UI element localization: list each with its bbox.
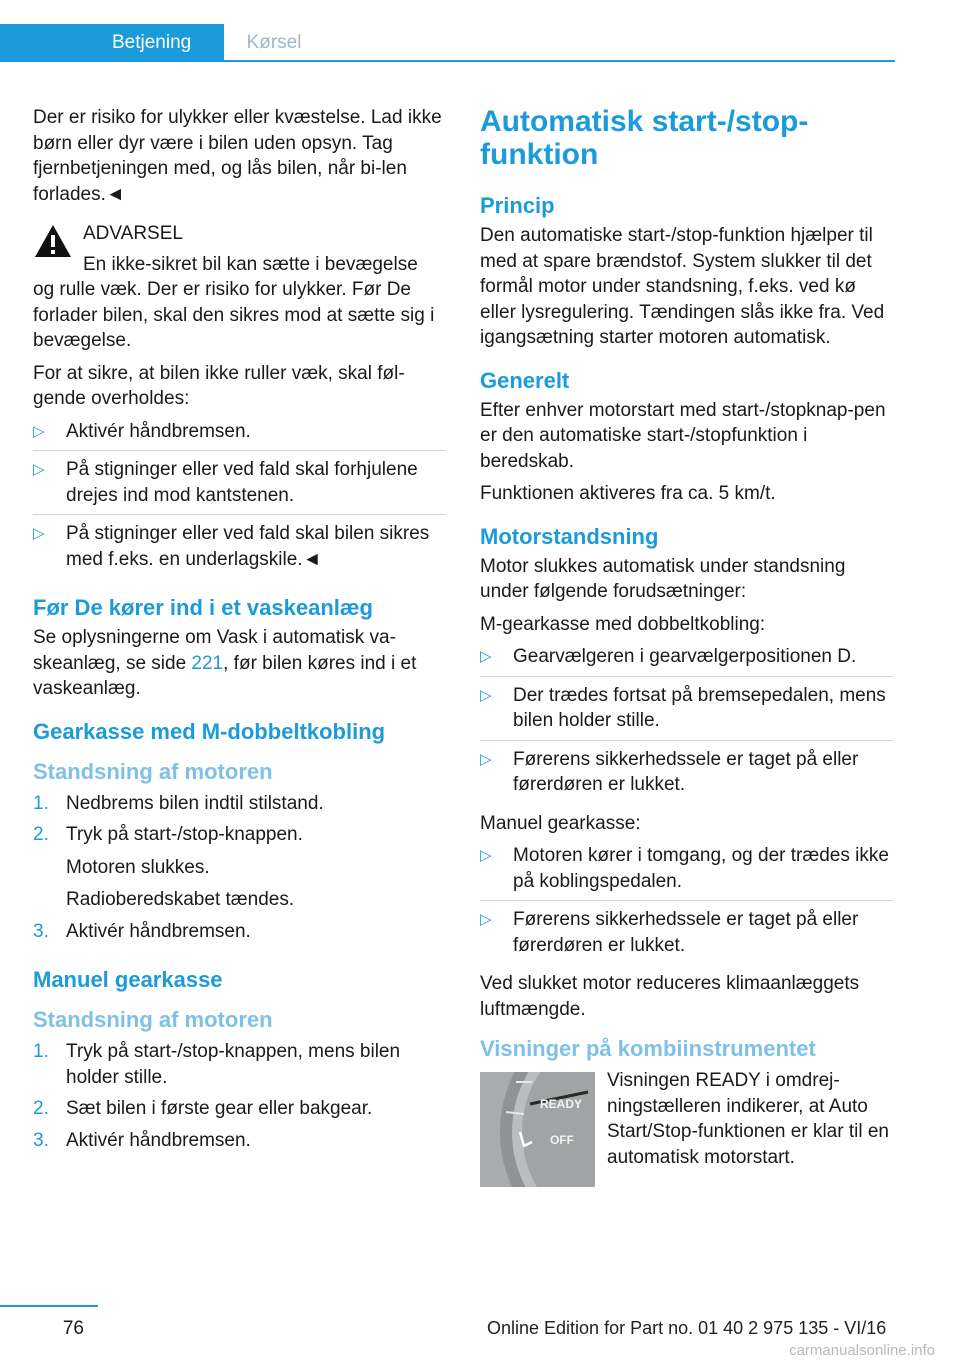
mdct-heading: Gearkasse med M-dobbeltkobling <box>33 718 386 744</box>
cluster-off-label: OFF <box>550 1133 574 1147</box>
warning-text-rest: og rulle væk. Der er risiko for ulykker. Før De forlader bilen, skal den sikres mod at sætte sig i bevægelse. <box>33 279 435 351</box>
wash-text: Se oplysningerne om Vask i automatisk va-skeanlæg, se side 221, før bilen køres ind i et vaskeanlæg. <box>33 627 417 699</box>
bullet-triangle-icon: ▷ <box>480 847 492 864</box>
list-item: 2. Tryk på start-/stop-knappen. Motoren slukkes. Radioberedskabet tændes. <box>33 824 303 910</box>
warning-block <box>33 221 445 354</box>
general-text-2: Funktionen aktiveres fra ca. 5 km/t. <box>480 483 776 504</box>
cluster-ready-label: READY <box>540 1097 583 1111</box>
list-item: ▷ På stigninger eller ved fald skal bilen sikres med f.eks. en underlagskile.◄ <box>33 523 430 570</box>
tab-betjening[interactable] <box>0 24 224 61</box>
edition-text: Online Edition for Part no. 01 40 2 975 135 - VI/16 <box>487 1318 887 1338</box>
list-item: ▷ Der trædes fortsat på bremsepedalen, mens bilen holder stille. <box>480 683 894 741</box>
list-item: ▷ Aktivér håndbremsen. <box>33 419 445 452</box>
manual-label: Manuel gearkasse: <box>480 812 641 834</box>
footer-rule <box>0 1305 98 1307</box>
display-figure <box>480 1068 894 1170</box>
bullet-triangle-icon: ▷ <box>480 686 492 704</box>
list-item: ▷ Motoren kører i tomgang, og der trædes ikke på koblingspedalen. <box>480 843 894 901</box>
mgear-label: M-gearkasse med dobbeltkobling: <box>480 613 766 635</box>
list-item: 3. Aktivér håndbremsen. <box>33 920 251 942</box>
secure-list <box>33 419 445 579</box>
list-item: ▷ På stigninger eller ved fald skal forhjulene drejes ind mod kantstenen. <box>33 457 445 515</box>
intro-text: Der er risiko for ulykker eller kvæstelse. Lad ikke børn eller dyr være i bilen uden opsyn. Tag fjernbetjeningen med, og lås bilen, når bi-len forlades.◄ <box>33 107 442 205</box>
bullet-triangle-icon: ▷ <box>33 461 45 478</box>
principle-heading: Princip <box>480 193 555 218</box>
general-heading: Generelt <box>480 367 570 393</box>
watermark: carmanualsonline.info <box>789 1342 935 1359</box>
motorstop-text: Motor slukkes automatisk under standsning under følgende forudsætninger: <box>480 555 846 602</box>
climate-text: Ved slukket motor reduceres klimaanlæggets luftmængde. <box>480 973 860 1020</box>
section-title: Automatisk start-/stop-funktion <box>480 105 809 171</box>
principle-text: Den automatiske start-/stop-funktion hjælper til med at spare brændstof. System slukker til det formål motor under standsning, f.eks. ved kø eller lysregulering. Tændingen slås ikke fra. Ved igangsætning starter motoren automatisk. <box>480 225 885 348</box>
list-item: 1. Tryk på start-/stop-knappen, mens bilen holder stille. <box>33 1041 401 1088</box>
bullet-triangle-icon: ▷ <box>480 648 492 665</box>
bullet-triangle-icon: ▷ <box>33 525 45 542</box>
bullet-triangle-icon: ▷ <box>33 422 45 440</box>
page-number: 76 <box>62 1318 84 1339</box>
instrument-cluster-image <box>480 1072 595 1187</box>
tab-korsel-label: Kørsel <box>246 31 302 53</box>
warning-triangle-icon <box>33 223 73 259</box>
mdct-steps <box>33 791 445 951</box>
list-item: ▷ Førerens sikkerhedssele er taget på eller førerdøren er lukket. <box>480 909 859 956</box>
mgear-list <box>480 644 894 804</box>
list-item: ▷ Gearvælgeren i gearvælgerpositionen D. <box>480 644 894 677</box>
wash-heading: Før De kører ind i et vaskeanlæg <box>33 595 373 620</box>
manual-heading: Manuel gearkasse <box>33 967 223 992</box>
warning-text-first: En ikke-sikret bil kan sætte i bevægelse <box>83 253 418 275</box>
list-item: 2. Sæt bilen i første gear eller bakgear. <box>33 1098 373 1119</box>
display-text: Visningen READY i omdrej-ningstælleren indikerer, at Auto Start/Stop-funktionen er klar til en automatisk motorstart. <box>607 1070 889 1168</box>
header-rule <box>0 60 895 62</box>
left-column <box>33 105 445 1166</box>
manual-subheading: Standsning af motoren <box>33 1007 273 1032</box>
mdct-subheading: Standsning af motoren <box>33 758 273 784</box>
secure-intro: For at sikre, at bilen ikke ruller væk, skal føl-gende overholdes: <box>33 362 405 409</box>
list-item: 1. Nedbrems bilen indtil stilstand. <box>33 792 324 814</box>
list-item: ▷ Førerens sikkerhedssele er taget på eller førerdøren er lukket. <box>480 748 859 795</box>
page-link-221[interactable]: 221 <box>191 652 224 674</box>
bullet-triangle-icon: ▷ <box>480 911 492 928</box>
tab-betjening-label: Betjening <box>112 31 192 53</box>
warning-title: ADVARSEL <box>83 223 183 244</box>
motorstop-heading: Motorstandsning <box>480 523 659 549</box>
manual-list <box>480 843 894 964</box>
list-item: 3. Aktivér håndbremsen. <box>33 1129 251 1151</box>
manual-steps <box>33 1039 445 1159</box>
right-column <box>480 105 894 1170</box>
general-text: Efter enhver motorstart med start-/stopknap-pen er den automatiske start-/stopfunktion i beredskab. <box>480 399 886 472</box>
display-heading: Visninger på kombiinstrumentet <box>480 1036 816 1061</box>
bullet-triangle-icon: ▷ <box>480 750 492 768</box>
tab-korsel[interactable] <box>224 24 324 61</box>
